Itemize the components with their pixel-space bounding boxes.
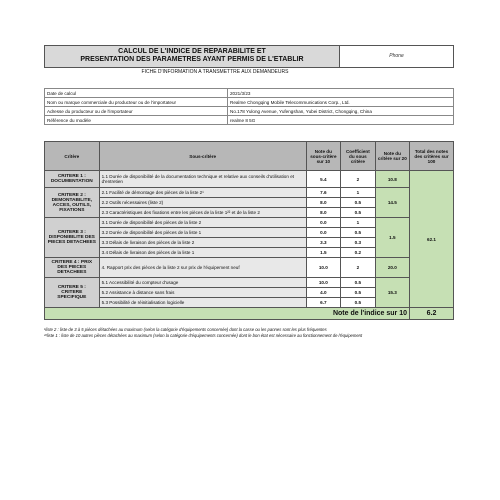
document-title	[44, 45, 340, 68]
info-row	[45, 89, 454, 98]
subcriteria-score: 4.0	[306, 288, 340, 298]
footnote-1: ¹liste 2 : liste de 3 à 5 pièces détachées au maximum (selon la catégorie d'équipements concernée) dont la casse ou les pannes sont les plus fréquentes	[44, 327, 327, 332]
criteria-name: CRITERE 2 : DEMONTABILITE, ACCES, OUTILS, FIXATIONS	[45, 188, 100, 218]
subcriteria-label: 3.3 Délais de livraison des pièces de la liste 2	[99, 238, 306, 248]
fiche-line-1: FICHE D'INFORMATION A TRANSMETTRE AUX DEMANDEURS	[141, 69, 289, 75]
criteria-name: CRITERE 3 : DISPONIBILITE DES PIECES DETACHEES	[45, 218, 100, 258]
table-row	[45, 218, 454, 228]
info-label: Référence du modèle	[45, 116, 228, 125]
table-header-row	[45, 142, 454, 171]
subcriteria-coef: 1	[341, 218, 376, 228]
info-value: No.178 Yulong Avenue, Yufengshan, Yubei District, Chongqing, China	[228, 107, 454, 116]
criteria-score: 14.5	[375, 188, 409, 218]
total-score: 62.1	[410, 171, 454, 308]
table-row	[45, 171, 454, 188]
subcriteria-coef: 0.5	[341, 298, 376, 308]
info-label: Date de calcul	[45, 89, 228, 98]
subcriteria-coef: 1	[341, 188, 376, 198]
repairability-table	[44, 141, 454, 320]
table-row	[45, 188, 454, 198]
subcriteria-score: 5.4	[306, 171, 340, 188]
title-line-1: CALCUL DE L'INDICE DE REPARABILITE ET	[118, 48, 266, 55]
subcriteria-label: 5.2 Assistance à distance sans frais	[99, 288, 306, 298]
subcriteria-label: 3.2 Durée de disponibilité des pièces de la liste 1	[99, 228, 306, 238]
subcriteria-label: 3.4 Délais de livraison des pièces de la liste 1	[99, 248, 306, 258]
header-coef: Coefficient du sous critère	[341, 142, 376, 171]
subcriteria-coef: 0.5	[341, 228, 376, 238]
subcriteria-coef: 0.2	[341, 248, 376, 258]
info-table	[44, 88, 454, 125]
criteria-name: CRITERE 5 : CRITERE SPECIFIQUE	[45, 278, 100, 308]
subcriteria-coef: 0.3	[341, 238, 376, 248]
title-line-2: PRESENTATION DES PARAMETRES AYANT PERMIS DE L'ETABLIR	[80, 56, 304, 63]
subcriteria-label: 1.1 Durée de disponibilité de la documentation technique et relative aux conseils d'utilisation et d'entretien	[99, 171, 306, 188]
subcriteria-score: 6.7	[306, 298, 340, 308]
info-label: Adresse du producteur ou de l'importateur	[45, 107, 228, 116]
subcriteria-score: 1.5	[306, 248, 340, 258]
subcriteria-coef: 0.5	[341, 288, 376, 298]
subcriteria-label: 2.2 Outils nécessaires (liste 2)	[99, 198, 306, 208]
final-score-row	[45, 308, 454, 320]
criteria-score: 20.0	[375, 258, 409, 278]
subcriteria-coef: 0.5	[341, 198, 376, 208]
info-label: Nom ou marque commerciale du producteur ou de l'importateur	[45, 98, 228, 107]
subcriteria-label: 5.3 Possibilité de réinitialisation logicielle	[99, 298, 306, 308]
info-row	[45, 107, 454, 116]
subcriteria-coef: 2	[341, 171, 376, 188]
criteria-score: 1.5	[375, 218, 409, 258]
subcriteria-score: 3.3	[306, 238, 340, 248]
fiche-title	[120, 69, 310, 75]
header-score: Note du sous-critère sur 10	[306, 142, 340, 171]
criteria-name: CRITERE 4 : PRIX DES PIECES DETACHEES	[45, 258, 100, 278]
subcriteria-label: 2.3 Caractéristiques des fixations entre les pièces de la liste 1²² et de la liste 2	[99, 208, 306, 218]
info-value: 2021/3/23	[228, 89, 454, 98]
subcriteria-score: 7.6	[306, 188, 340, 198]
subcriteria-label: 3.1 Durée de disponibilité des pièces de la liste 2	[99, 218, 306, 228]
subcriteria-label: 2.1 Facilité de démontage des pièces de la liste 2¹	[99, 188, 306, 198]
header-criteria: Critère	[45, 142, 100, 171]
header-subcriteria: Sous-critère	[99, 142, 306, 171]
header-crit-score: Note du critère sur 20	[375, 142, 409, 171]
criteria-name: CRITERE 1 : DOCUMENTATION	[45, 171, 100, 188]
subcriteria-score: 10.0	[306, 258, 340, 278]
footnote-2: ²²liste 1 : liste de 10 autres pièces détachées au maximum (selon la catégorie d'équipements concernée) dont le bon état est nécessaire au fonctionnement de l'équipement	[44, 332, 363, 338]
subcriteria-score: 10.0	[306, 278, 340, 288]
subcriteria-coef: 0.5	[341, 208, 376, 218]
info-row	[45, 116, 454, 125]
final-score-value: 6.2	[410, 308, 454, 320]
criteria-score: 10.8	[375, 171, 409, 188]
criteria-score: 15.3	[375, 278, 409, 308]
subcriteria-score: 8.0	[306, 208, 340, 218]
info-row	[45, 98, 454, 107]
subcriteria-label: 4. Rapport prix des pièces de la liste 2 sur prix de l'équipement neuf	[99, 258, 306, 278]
final-score-label: Note de l'indice sur 10	[45, 308, 410, 320]
footnotes	[44, 327, 454, 338]
table-row	[45, 278, 454, 288]
info-value: Realme Chongqing Mobile Telecommunications Corp., Ltd.	[228, 98, 454, 107]
subcriteria-coef: 0.5	[341, 278, 376, 288]
subcriteria-score: 8.0	[306, 198, 340, 208]
product-type: Phone	[340, 45, 454, 68]
subcriteria-score: 0.0	[306, 218, 340, 228]
info-value: realme 8 5G	[228, 116, 454, 125]
table-row	[45, 258, 454, 278]
subcriteria-coef: 2	[341, 258, 376, 278]
subcriteria-score: 0.0	[306, 228, 340, 238]
subcriteria-label: 5.1 Accessibilité du compteur d'usage	[99, 278, 306, 288]
header-total: Total des notes des critères sur 100	[410, 142, 454, 171]
